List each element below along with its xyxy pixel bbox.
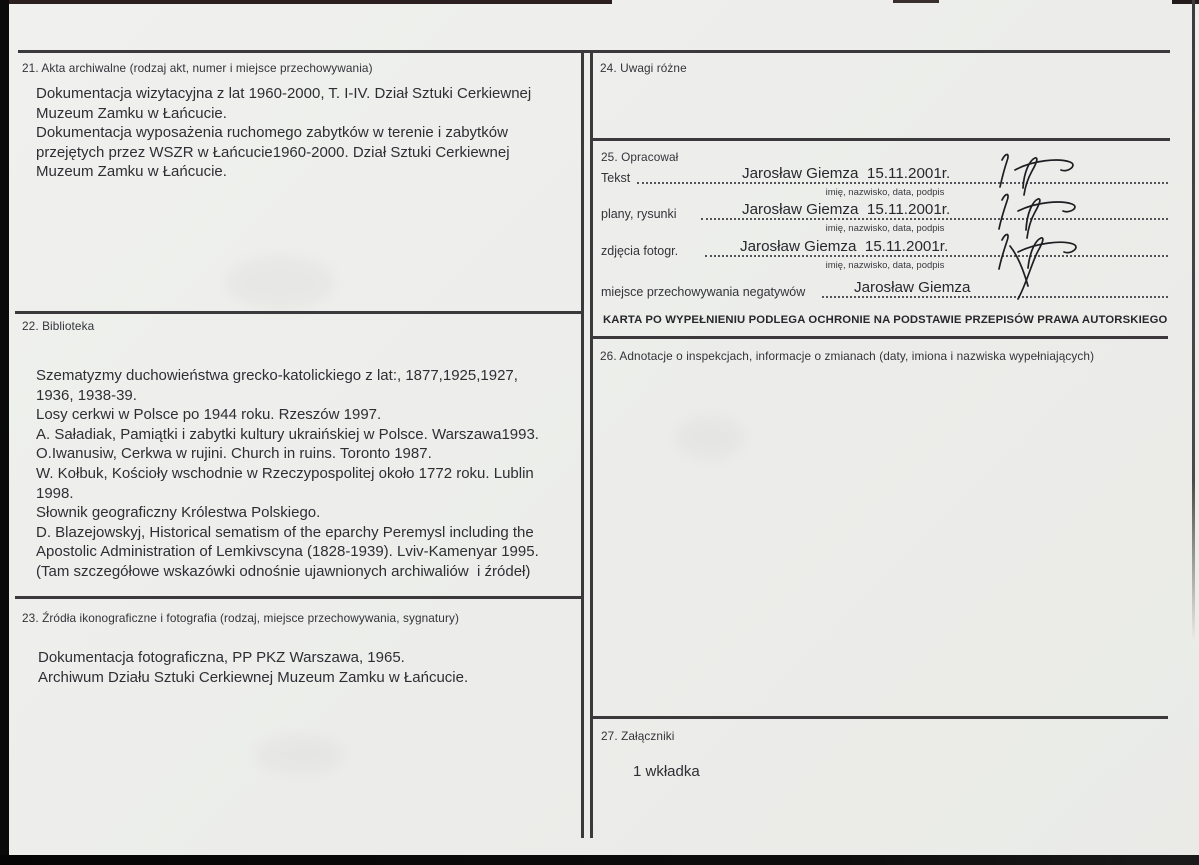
section-25-header: 25. Opracował	[601, 150, 679, 164]
row-zdjecia-label: zdjęcia fotogr.	[601, 244, 679, 258]
scan-edge-bottom	[0, 855, 1199, 865]
divider-21-22	[15, 311, 583, 314]
row-tekst-value: Jarosław Giemza 15.11.2001r.	[742, 165, 951, 182]
row-tekst-sublabel: imię, nazwisko, data, podpis	[825, 187, 945, 198]
divider-24-25	[592, 138, 1170, 141]
scan-edge-left	[0, 0, 9, 865]
section-23-header: 23. Źródła ikonograficzne i fotografia (rodzaj, miejsce przechowywania, sygnatury)	[22, 611, 460, 625]
section-22-header: 22. Biblioteka	[22, 319, 95, 333]
section-23-body: Dokumentacja fotograficzna, PP PKZ Warszawa, 1965. Archiwum Działu Sztuki Cerkiewnej Muzeum Zamku w Łańcucie.	[38, 649, 469, 686]
scan-edge-top	[0, 0, 612, 4]
row-negatywy-label: miejsce przechowywania negatywów	[601, 285, 806, 299]
section-24-header: 24. Uwagi różne	[600, 61, 687, 75]
copyright-notice: KARTA PO WYPEŁNIENIU PODLEGA OCHRONIE NA PODSTAWIE PRZEPISÓW PRAWA AUTORSKIEGO	[603, 314, 1168, 326]
section-26-header: 26. Adnotacje o inspekcjach, informacje o zmianach (daty, imiona i nazwiska wypełniających)	[600, 349, 1095, 363]
row-negatywy-dotted-line	[822, 296, 1168, 298]
divider-22-23	[15, 596, 583, 599]
row-tekst-label: Tekst	[601, 171, 631, 185]
scan-edge-top	[893, 0, 939, 3]
row-zdjecia-value: Jarosław Giemza 15.11.2001r.	[740, 238, 949, 255]
row-negatywy-value: Jarosław Giemza	[854, 279, 971, 296]
left-column-right-border	[581, 50, 584, 838]
paper-stain	[675, 415, 745, 460]
section-22-body: Szematyzmy duchowieństwa grecko-katolickiego z lat:, 1877,1925,1927, 1936, 1938-39. Losy cerkwi w Polsce po 1944 roku. Rzeszów 1997. A. Saładiak, Pamiątki i zabytki kultury ukraińskiej w Polsce. Warszawa1993. O.Iwanusiw, Cerkwa w rujini. Church in ruins. Toronto 1987. W. Kołbuk, Kościoły wschodnie w Rzeczypospolitej około 1772 roku. Lublin 1998. Słownik geograficzny Królestwa Polskiego. D. Blazejowskyj, Historical sematism of the eparchy Peremysl including the Apostolic Administration of Lemkivscyna (1828-1939). Lviv-Kamenyar 1995. (Tam szczegółowe wskazówki odnośnie ujawnionych archiwaliów i źródeł)	[36, 367, 539, 580]
section-27-body: 1 wkładka	[633, 763, 700, 780]
form-top-border	[18, 50, 1170, 53]
paper-stain	[255, 735, 345, 775]
right-column-left-border	[590, 50, 593, 838]
scan-edge-right	[1192, 0, 1195, 640]
row-zdjecia-sublabel: imię, nazwisko, data, podpis	[825, 260, 945, 271]
row-plany-label: plany, rysunki	[601, 207, 677, 221]
divider-25-26	[592, 336, 1168, 339]
handwritten-signature	[985, 146, 1100, 296]
paper-stain	[225, 255, 335, 310]
row-plany-value: Jarosław Giemza 15.11.2001r.	[742, 201, 951, 218]
section-27-header: 27. Załączniki	[601, 729, 675, 743]
row-plany-sublabel: imię, nazwisko, data, podpis	[825, 223, 945, 234]
divider-26-27	[592, 716, 1168, 719]
section-21-header: 21. Akta archiwalne (rodzaj akt, numer i miejsce przechowywania)	[22, 61, 373, 75]
section-21-body: Dokumentacja wizytacyjna z lat 1960-2000, T. I-IV. Dział Sztuki Cerkiewnej Muzeum Zamku w Łańcucie. Dokumentacja wyposażenia ruchomego zabytków w terenie i zabytków przejętych przez WSZR w Łańcucie1960-2000. Dział Sztuki Cerkiewnej Muzeum Zamku w Łańcucie.	[36, 85, 532, 181]
